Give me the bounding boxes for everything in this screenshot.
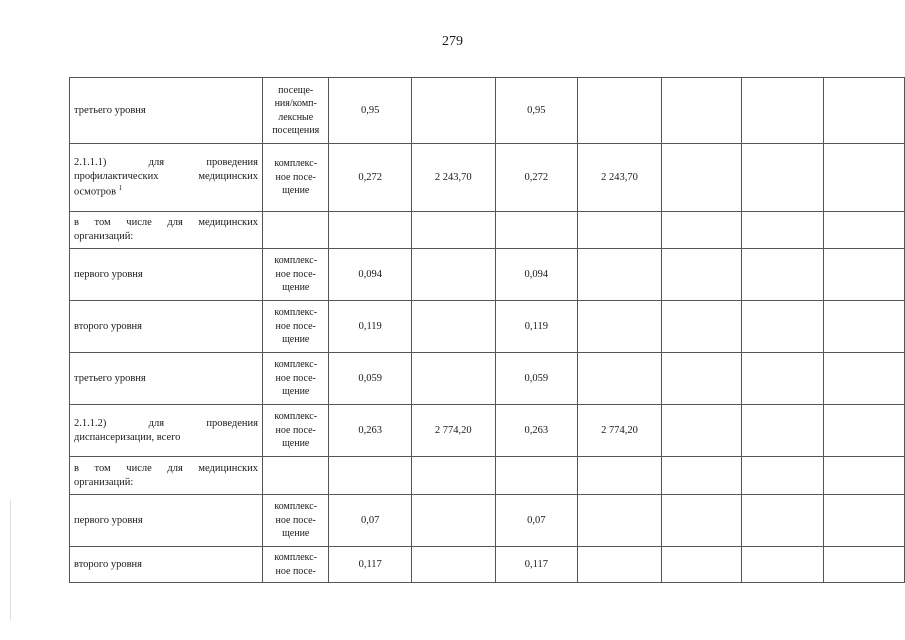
value-cell-c4: [578, 495, 662, 547]
value-cell-c7: [823, 249, 904, 301]
data-table: [69, 77, 905, 583]
value-cell-c6: [742, 353, 823, 405]
value-cell-c6: [742, 457, 823, 495]
value-cell-c2: [411, 495, 495, 547]
value-cell-c1: [329, 457, 411, 495]
value-cell-c1: 0,094: [329, 249, 411, 301]
row-name-cell: [70, 212, 263, 249]
table-row: [70, 353, 905, 405]
value-cell-c7: [823, 144, 904, 212]
value-cell-c6: [742, 547, 823, 583]
value-cell-c3: 0,272: [495, 144, 577, 212]
value-cell-c4: [578, 212, 662, 249]
value-cell-c5: [661, 547, 741, 583]
value-cell-c3: [495, 457, 577, 495]
row-name-cell: [70, 249, 263, 301]
row-name: первого уровня: [74, 514, 143, 526]
value-cell-c6: [742, 212, 823, 249]
row-name: в том числе для медицинских организаций:: [74, 462, 258, 488]
value-cell-c2: 2 774,20: [411, 405, 495, 457]
value-cell-c3: 0,263: [495, 405, 577, 457]
table-row: [70, 78, 905, 144]
row-name-cell: [70, 78, 263, 144]
row-name: второго уровня: [74, 558, 142, 570]
value-cell-c2: [411, 301, 495, 353]
row-name-cell: [70, 547, 263, 583]
value-cell-c2: [411, 547, 495, 583]
row-name-cell: [70, 495, 263, 547]
table-row: [70, 547, 905, 583]
value-cell-c1: 0,119: [329, 301, 411, 353]
value-cell-c4: [578, 301, 662, 353]
value-cell-c1: 0,263: [329, 405, 411, 457]
value-cell-c7: [823, 78, 904, 144]
value-cell-c4: [578, 457, 662, 495]
value-cell-c4: [578, 547, 662, 583]
unit-cell: комплекс- ное посе- щение: [262, 301, 328, 353]
value-cell-c2: [411, 212, 495, 249]
unit-cell: [262, 457, 328, 495]
value-cell-c4: [578, 249, 662, 301]
table-row: [70, 405, 905, 457]
unit-cell: комплекс- ное посе-: [262, 547, 328, 583]
table-row: [70, 144, 905, 212]
value-cell-c3: 0,119: [495, 301, 577, 353]
row-name: 2.1.1.1) для проведения профилактических медицинских осмотров: [74, 157, 258, 198]
value-cell-c5: [661, 249, 741, 301]
value-cell-c3: 0,059: [495, 353, 577, 405]
table-row: [70, 457, 905, 495]
value-cell-c1: 0,272: [329, 144, 411, 212]
value-cell-c5: [661, 144, 741, 212]
unit-cell: комплекс- ное посе- щение: [262, 495, 328, 547]
value-cell-c7: [823, 405, 904, 457]
value-cell-c1: [329, 212, 411, 249]
value-cell-c1: 0,07: [329, 495, 411, 547]
row-name: 2.1.1.2) для проведения диспансеризации, всего: [74, 417, 258, 443]
unit-cell: [262, 212, 328, 249]
value-cell-c5: [661, 301, 741, 353]
value-cell-c4: [578, 78, 662, 144]
row-name: третьего уровня: [74, 104, 146, 116]
row-name: первого уровня: [74, 268, 143, 280]
scan-artifact: [10, 500, 11, 620]
value-cell-c7: [823, 353, 904, 405]
value-cell-c3: 0,117: [495, 547, 577, 583]
table-row: [70, 249, 905, 301]
value-cell-c6: [742, 405, 823, 457]
value-cell-c2: [411, 249, 495, 301]
unit-cell: комплекс- ное посе- щение: [262, 353, 328, 405]
value-cell-c2: [411, 78, 495, 144]
value-cell-c7: [823, 212, 904, 249]
unit-cell: комплекс- ное посе- щение: [262, 249, 328, 301]
footnote-marker: 1: [118, 183, 123, 192]
value-cell-c6: [742, 301, 823, 353]
value-cell-c4: 2 243,70: [578, 144, 662, 212]
value-cell-c3: 0,094: [495, 249, 577, 301]
value-cell-c6: [742, 495, 823, 547]
value-cell-c7: [823, 495, 904, 547]
value-cell-c6: [742, 249, 823, 301]
value-cell-c3: [495, 212, 577, 249]
row-name: второго уровня: [74, 320, 142, 332]
row-name-cell: [70, 144, 263, 212]
table-row: [70, 212, 905, 249]
row-name: третьего уровня: [74, 372, 146, 384]
value-cell-c5: [661, 212, 741, 249]
unit-cell: посеще- ния/комп- лексные посещения: [262, 78, 328, 144]
value-cell-c7: [823, 301, 904, 353]
value-cell-c1: 0,95: [329, 78, 411, 144]
row-name-cell: [70, 457, 263, 495]
table-row: [70, 495, 905, 547]
value-cell-c5: [661, 405, 741, 457]
value-cell-c7: [823, 457, 904, 495]
value-cell-c5: [661, 457, 741, 495]
row-name-cell: [70, 301, 263, 353]
value-cell-c5: [661, 78, 741, 144]
value-cell-c6: [742, 144, 823, 212]
value-cell-c5: [661, 353, 741, 405]
value-cell-c4: [578, 353, 662, 405]
value-cell-c1: 0,059: [329, 353, 411, 405]
value-cell-c4: 2 774,20: [578, 405, 662, 457]
unit-cell: комплекс- ное посе- щение: [262, 405, 328, 457]
row-name-cell: [70, 405, 263, 457]
page-number: 279: [442, 34, 463, 49]
value-cell-c3: 0,95: [495, 78, 577, 144]
value-cell-c2: [411, 353, 495, 405]
value-cell-c6: [742, 78, 823, 144]
value-cell-c2: [411, 457, 495, 495]
value-cell-c5: [661, 495, 741, 547]
value-cell-c3: 0,07: [495, 495, 577, 547]
value-cell-c7: [823, 547, 904, 583]
row-name-cell: [70, 353, 263, 405]
unit-cell: комплекс- ное посе- щение: [262, 144, 328, 212]
value-cell-c1: 0,117: [329, 547, 411, 583]
value-cell-c2: 2 243,70: [411, 144, 495, 212]
row-name: в том числе для медицинских организаций:: [74, 217, 258, 242]
table-row: [70, 301, 905, 353]
